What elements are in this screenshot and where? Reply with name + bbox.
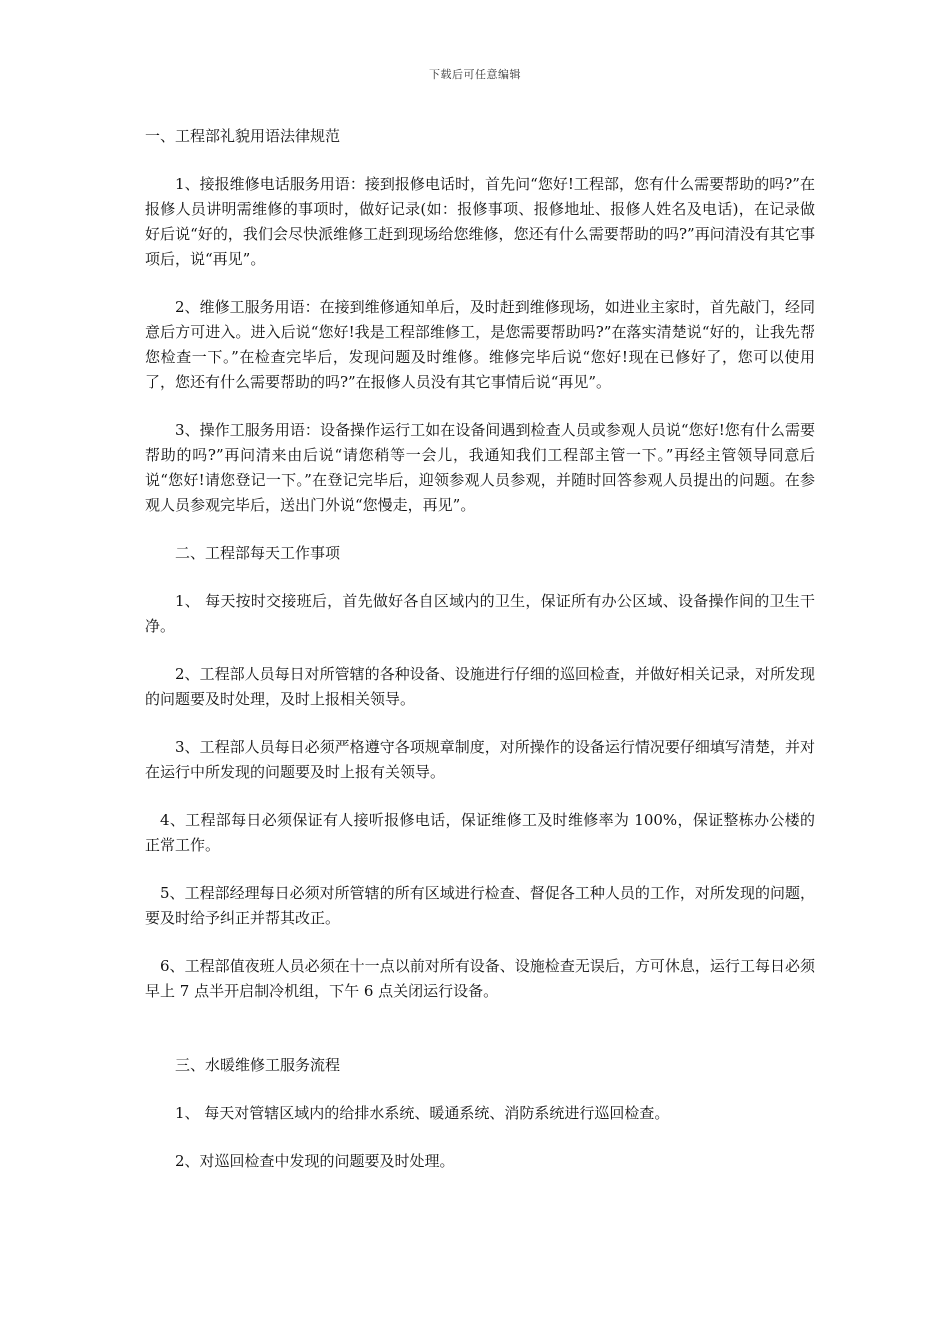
paragraph: 2、对巡回检查中发现的问题要及时处理。 — [175, 1152, 455, 1170]
paragraph: 4、工程部每日必须保证有人接听报修电话，保证维修工及时维修率为 100%，保证整栋办公楼的正常工作。 — [145, 811, 815, 854]
paragraph: 1、接报维修电话服务用语：接到报修电话时，首先问“您好!工程部，您有什么需要帮助的吗?”在报修人员讲明需维修的事项时，做好记录(如：报修事项、报修地址、报修人姓名及电话)，在记录做好后说“好的，我们会尽快派维修工赶到现场给您维修，您还有什么需要帮助的吗?”再问清没有其它事项后，说“再见”。 — [145, 175, 815, 268]
paragraph: 2、维修工服务用语：在接到维修通知单后，及时赶到维修现场，如进业主家时，首先敲门，经同意后方可进入。进入后说“您好!我是工程部维修工，是您需要帮助吗?”在落实清楚说“好的，让我先帮您检查一下。”在检查完毕后，发现问题及时维修。维修完毕后说“您好!现在已修好了，您可以使用了，您还有什么需要帮助的吗?”在报修人员没有其它事情后说“再见”。 — [145, 298, 815, 391]
paragraph: 1、 每天对管辖区域内的给排水系统、暖通系统、消防系统进行巡回检查。 — [175, 1104, 670, 1122]
paragraph: 1、 每天按时交接班后，首先做好各自区域内的卫生，保证所有办公区域、设备操作间的卫生干净。 — [145, 592, 815, 635]
document-body — [145, 124, 815, 1197]
section-heading-3: 三、水暖维修工服务流程 — [175, 1056, 341, 1074]
paragraph: 3、工程部人员每日必须严格遵守各项规章制度，对所操作的设备运行情况要仔细填写清楚，并对在运行中所发现的问题要及时上报有关领导。 — [145, 738, 815, 781]
section-heading-1: 一、工程部礼貌用语法律规范 — [145, 127, 341, 145]
paragraph: 2、工程部人员每日对所管辖的各种设备、设施进行仔细的巡回检查，并做好相关记录，对所发现的问题要及时处理，及时上报相关领导。 — [145, 665, 815, 708]
paragraph: 3、操作工服务用语：设备操作运行工如在设备间遇到检查人员或参观人员说“您好!您有什么需要帮助的吗?”再问清来由后说“请您稍等一会儿，我通知我们工程部主管一下。”再经主管领导同意后说“您好!请您登记一下。”在登记完毕后，迎领参观人员参观，并随时回答参观人员提出的问题。在参观人员参观完毕后，送出门外说“您慢走，再见”。 — [145, 421, 815, 514]
section-heading-2: 二、工程部每天工作事项 — [175, 544, 341, 562]
paragraph: 6、工程部值夜班人员必须在十一点以前对所有设备、设施检查无误后，方可休息，运行工每日必须早上 7 点半开启制冷机组，下午 6 点关闭运行设备。 — [145, 957, 815, 1000]
paragraph: 5、工程部经理每日必须对所管辖的所有区域进行检查、督促各工种人员的工作，对所发现的问题，要及时给予纠正并帮其改正。 — [145, 884, 815, 927]
page-header: 下载后可任意编辑 — [429, 68, 521, 81]
